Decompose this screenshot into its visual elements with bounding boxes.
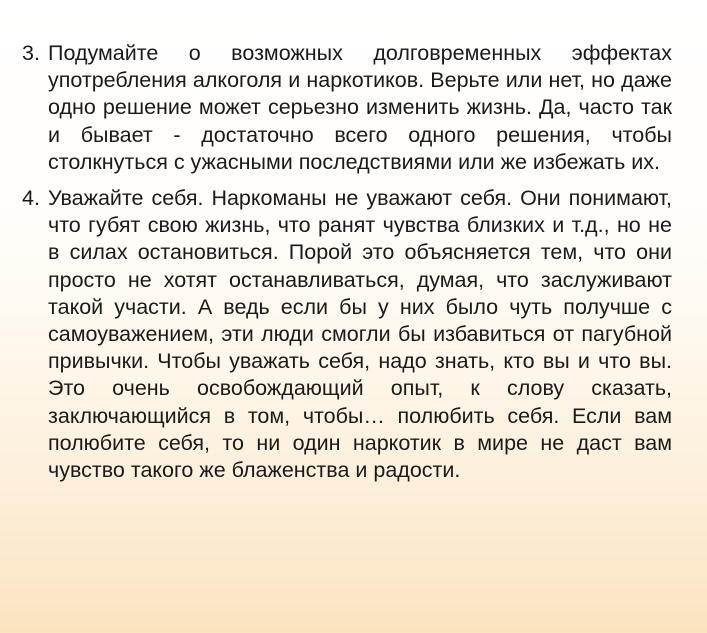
list-item-text: Подумайте о возможных долговременных эффектах употребления алкоголя и наркотиков. Верьте или нет, но даже одно решение может серьезно изменить жизнь. Да, часто так и бывает - достаточно всего одного решения, чтобы столкнуться с ужасными последствиями или же избежать их. <box>48 41 672 174</box>
list-item <box>22 185 672 484</box>
list-item <box>22 40 672 176</box>
numbered-list <box>22 40 672 493</box>
list-item-number: 3. <box>22 41 40 65</box>
list-item-number: 4. <box>22 186 40 211</box>
list-item-text: Уважайте себя. Наркоманы не уважают себя. Они понимают, что губят свою жизнь, что ранят чувства близких и т.д., но не в силах остановиться. Порой это объясняется тем, что они просто не хотят останавливаться, думая, что заслуживают такой участи. А ведь если бы у них было чуть получше с самоуважением, эти люди смогли бы избавиться от пагубной привычки. Чтобы уважать себя, надо знать, кто вы и что вы. Это очень освобождающий опыт, к слову сказать, заключающийся в том, чтобы… полюбить себя. Если вам полюбите себя, то ни один наркотик в мире не даст вам чувство такого же блаженства и радости. <box>48 186 672 483</box>
